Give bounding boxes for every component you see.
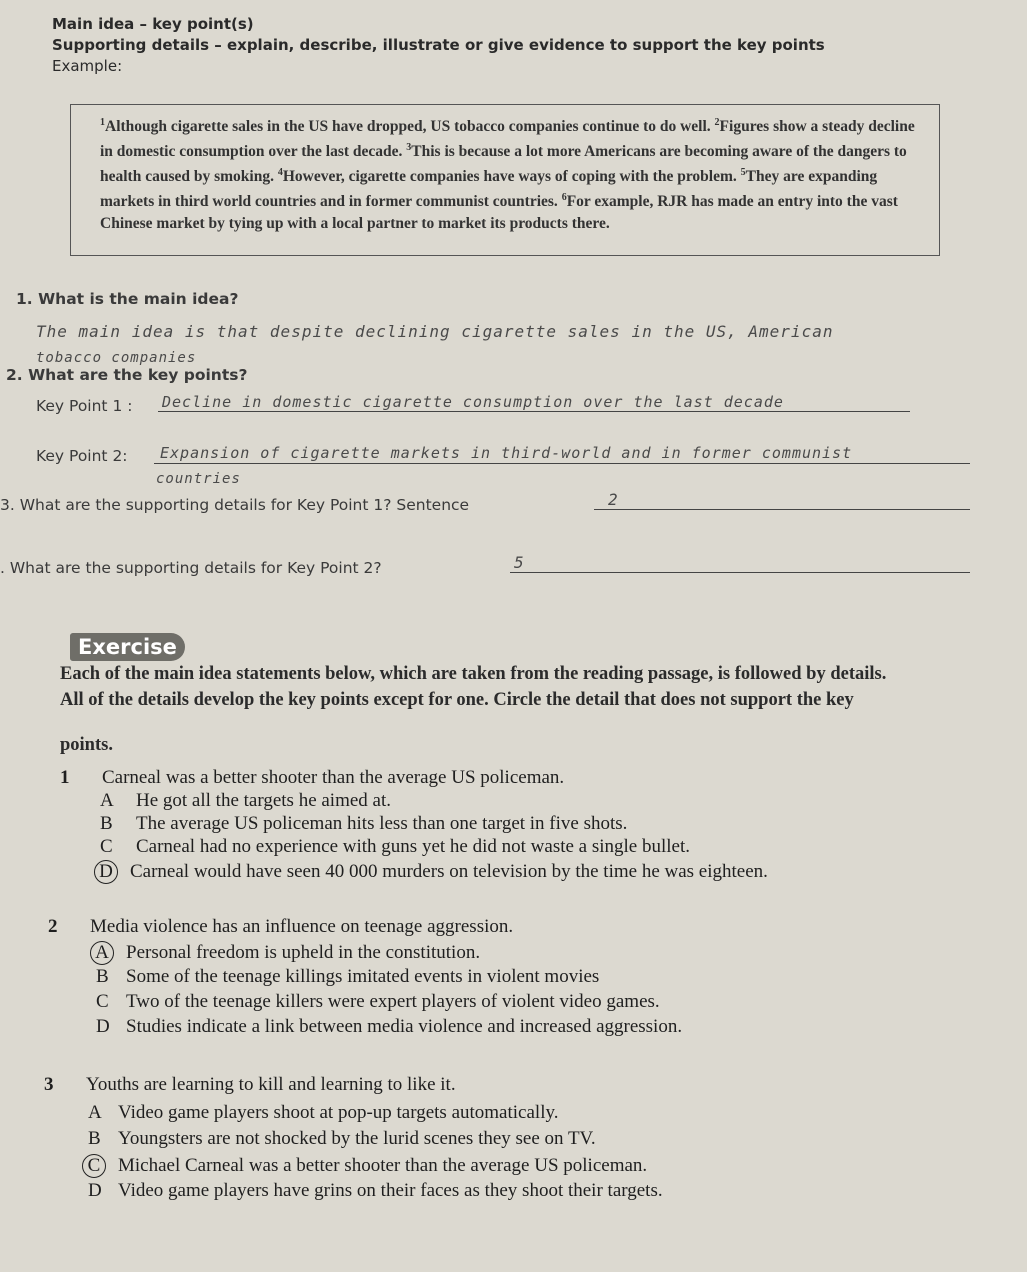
key-point-2-answer: Expansion of cigarette markets in third-world and in former communist xyxy=(160,444,853,462)
option-text: Studies indicate a link between media violence and increased aggression. xyxy=(126,1016,683,1037)
item-1-option-d[interactable] xyxy=(100,860,768,884)
passage-sentence-3: This is because a lot more Americans are becoming aware of the dangers to health caused by smoking. xyxy=(100,143,907,186)
passage-sentence-5: They are expanding markets in third world countries and in former communist countries. xyxy=(100,168,878,211)
passage-sentence-1: Although cigarette sales in the US have dropped, US tobacco companies continue to do well. xyxy=(105,118,711,136)
item-2-option-b[interactable] xyxy=(96,966,599,988)
item-3-option-c[interactable] xyxy=(88,1154,647,1178)
passage-sentence-2: Figures show a steady decline in domestic consumption over the last decade. xyxy=(100,118,915,161)
example-passage: $^1$Although cigarette sales in the US have dropped, US tobacco companies continue to do well. $^2$Figures show a steady decline in domestic consumption over the last decade. $^3$This is because a lot more Americans are becoming aware of the dangers to health caused by smoking. $^4$However, cigarette companies have ways of coping with the problem. $^5$They are expanding markets in third world countries and in former communist countries. $^6$For example, RJR has made an entry into the vast Chinese market by tying up with a local partner to market its products there. xyxy=(100,117,915,232)
option-text: Carneal would have seen 40 000 murders on television by the time he was eighteen. xyxy=(130,861,768,882)
option-text: Video game players shoot at pop-up targets automatically. xyxy=(118,1102,559,1123)
question-1-answer-line-1: The main idea is that despite declining cigarette sales in the US, American xyxy=(36,322,834,341)
option-letter: D xyxy=(96,1016,110,1037)
item-1-option-c[interactable] xyxy=(100,836,690,858)
option-letter: A xyxy=(100,790,114,811)
circled-option-marker: D xyxy=(94,860,118,884)
key-point-2-answer-line xyxy=(154,463,970,464)
key-point-2-answer-line-2: countries xyxy=(156,471,241,487)
item-3-option-d[interactable] xyxy=(88,1180,663,1202)
option-text: The average US policeman hits less than one target in five shots. xyxy=(136,813,628,834)
question-1: 1. What is the main idea? xyxy=(16,290,239,308)
exercise-instructions-line-2: All of the details develop the key points except for one. Circle the detail that does not support the key xyxy=(60,690,854,710)
passage-sentence-4: However, cigarette companies have ways of coping with the problem. xyxy=(282,168,737,186)
question-3-answer-line xyxy=(594,509,970,510)
option-text: He got all the targets he aimed at. xyxy=(136,790,392,811)
definitions-block xyxy=(52,14,825,77)
exercise-item-1 xyxy=(60,767,564,789)
main-idea-definition: Main idea – key point(s) xyxy=(52,15,254,33)
option-letter: C xyxy=(96,991,109,1012)
item-2-option-a[interactable] xyxy=(96,941,480,965)
question-4-answer: 5 xyxy=(514,553,525,572)
circled-option-marker: C xyxy=(82,1154,106,1178)
option-text: Michael Carneal was a better shooter than the average US policeman. xyxy=(118,1155,648,1176)
question-1-answer-line-2: tobacco companies xyxy=(36,350,197,366)
item-2-option-c[interactable] xyxy=(96,991,660,1013)
question-3: 3. What are the supporting details for Key Point 1? Sentence xyxy=(0,496,470,514)
exercise-instructions-line-1: Each of the main idea statements below, which are taken from the reading passage, is followed by details. xyxy=(60,664,887,684)
question-4: . What are the supporting details for Key Point 2? xyxy=(0,559,382,577)
option-text: Some of the teenage killings imitated events in violent movies xyxy=(126,966,600,987)
circled-option-marker: A xyxy=(90,941,114,965)
option-letter: D xyxy=(88,1180,102,1201)
item-1-option-a[interactable] xyxy=(100,790,391,812)
item-3-option-b[interactable] xyxy=(88,1128,596,1150)
option-text: Youngsters are not shocked by the lurid scenes they see on TV. xyxy=(118,1128,596,1149)
item-1-option-b[interactable] xyxy=(100,813,627,835)
question-4-answer-line xyxy=(510,572,970,573)
item-statement: Carneal was a better shooter than the average US policeman. xyxy=(102,767,565,788)
item-statement: Media violence has an influence on teenage aggression. xyxy=(90,916,514,937)
option-text: Video game players have grins on their faces as they shoot their targets. xyxy=(118,1180,663,1201)
supporting-details-definition: Supporting details – explain, describe, illustrate or give evidence to support the key points xyxy=(52,36,825,54)
key-point-1-label: Key Point 1 : xyxy=(36,397,133,415)
option-text: Two of the teenage killers were expert players of violent video games. xyxy=(126,991,660,1012)
option-text: Personal freedom is upheld in the constitution. xyxy=(126,942,481,963)
key-point-1-answer-line xyxy=(158,411,910,412)
option-letter: B xyxy=(88,1128,101,1149)
item-number: 2 xyxy=(48,916,58,937)
example-label: Example: xyxy=(52,57,123,75)
item-3-option-a[interactable] xyxy=(88,1102,559,1124)
item-number: 1 xyxy=(60,767,70,788)
key-point-1-answer: Decline in domestic cigarette consumption over the last decade xyxy=(162,393,784,411)
exercise-badge: Exercise xyxy=(70,633,185,661)
exercise-instructions-line-3: points. xyxy=(60,735,113,755)
exercise-item-3 xyxy=(44,1074,456,1096)
option-letter: B xyxy=(100,813,113,834)
item-statement: Youths are learning to kill and learning to like it. xyxy=(86,1074,456,1095)
option-text: Carneal had no experience with guns yet he did not waste a single bullet. xyxy=(136,836,691,857)
exercise-item-2 xyxy=(48,916,513,938)
option-letter: B xyxy=(96,966,109,987)
item-2-option-d[interactable] xyxy=(96,1016,682,1038)
option-letter: A xyxy=(88,1102,102,1123)
item-number: 3 xyxy=(44,1074,54,1095)
question-2: 2. What are the key points? xyxy=(6,366,248,384)
option-letter: C xyxy=(100,836,113,857)
key-point-2-label: Key Point 2: xyxy=(36,447,128,465)
passage-sentence-6: For example, RJR has made an entry into the vast Chinese market by tying up with a local partner to market its products there. xyxy=(100,193,898,232)
question-3-answer: 2 xyxy=(608,490,619,509)
